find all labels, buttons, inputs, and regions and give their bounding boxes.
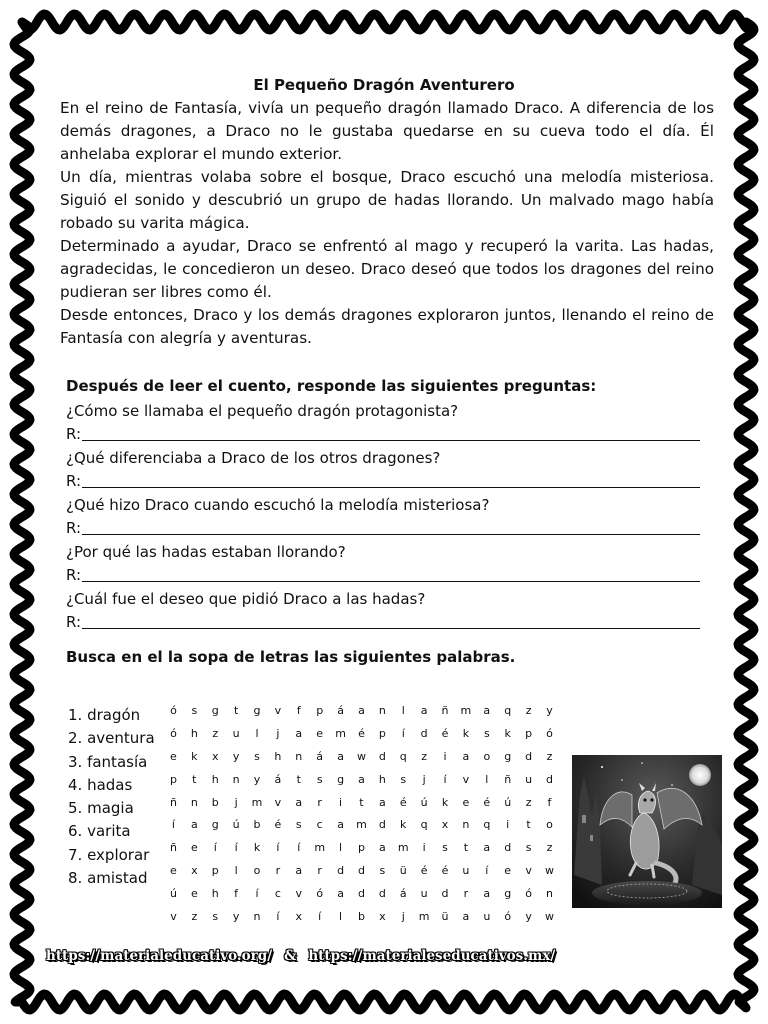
grid-cell[interactable]: l <box>485 772 489 786</box>
grid-cell[interactable]: w <box>544 909 554 923</box>
grid-cell[interactable]: f <box>547 795 552 809</box>
grid-cell[interactable]: ú <box>232 818 240 832</box>
grid-cell[interactable]: a <box>295 864 303 878</box>
grid-cell[interactable]: é <box>358 726 365 740</box>
grid-cell[interactable]: a <box>358 772 365 786</box>
grid-row <box>163 905 560 928</box>
answer-line[interactable] <box>82 440 700 441</box>
grid-cell[interactable]: p <box>211 864 219 878</box>
grid-cell[interactable]: k <box>191 749 198 763</box>
grid-cell[interactable]: p <box>169 772 177 786</box>
grid-cell[interactable]: f <box>234 887 239 901</box>
grid-cell[interactable]: s <box>442 841 448 855</box>
answer-line[interactable] <box>82 581 700 582</box>
grid-cell[interactable]: ñ <box>169 841 177 855</box>
grid-cell[interactable]: d <box>420 726 428 740</box>
grid-cell[interactable]: v <box>295 887 303 901</box>
grid-cell[interactable]: p <box>378 726 386 740</box>
question-item <box>66 400 700 447</box>
grid-cell[interactable]: d <box>357 887 365 901</box>
grid-cell[interactable]: e <box>504 864 512 878</box>
grid-cell[interactable]: ó <box>504 909 512 923</box>
grid-cell[interactable]: í <box>171 818 175 832</box>
grid-cell[interactable]: g <box>504 749 512 763</box>
grid-cell[interactable]: v <box>274 795 282 809</box>
answer-line[interactable] <box>82 487 700 488</box>
question-item <box>66 447 700 494</box>
grid-cell[interactable]: w <box>544 864 554 878</box>
grid-row <box>163 722 560 745</box>
grid-cell[interactable]: h <box>190 726 198 740</box>
grid-cell[interactable]: u <box>462 864 470 878</box>
grid-cell[interactable]: a <box>483 703 491 717</box>
grid-cell[interactable]: e <box>170 749 177 763</box>
grid-cell[interactable]: l <box>234 864 238 878</box>
question-text: ¿Qué hizo Draco cuando escuchó la melodía misteriosa? <box>66 496 490 514</box>
grid-row <box>163 882 560 905</box>
grid-cell[interactable]: g <box>337 772 345 786</box>
dragon-illustration <box>572 755 722 908</box>
word-item: 7. explorar <box>68 845 150 864</box>
grid-cell[interactable]: é <box>441 864 449 878</box>
grid-cell[interactable]: ñ <box>441 703 449 717</box>
grid-cell[interactable]: c <box>274 887 281 901</box>
word-item: 2. aventura <box>68 729 155 748</box>
grid-cell[interactable]: i <box>339 795 343 809</box>
grid-cell[interactable]: q <box>420 818 428 832</box>
story-text <box>60 97 714 350</box>
grid-row <box>163 859 560 882</box>
grid-cell[interactable]: a <box>190 818 198 832</box>
grid-cell[interactable]: ü <box>441 909 449 923</box>
answer-prefix: R: <box>66 613 82 631</box>
grid-cell[interactable]: z <box>212 726 219 740</box>
grid-cell[interactable]: y <box>232 749 240 763</box>
grid-cell[interactable]: m <box>251 795 263 809</box>
grid-cell[interactable]: g <box>211 703 219 717</box>
grid-cell[interactable]: h <box>211 772 219 786</box>
grid-cell[interactable]: n <box>190 795 198 809</box>
grid-cell[interactable]: í <box>485 864 489 878</box>
grid-cell[interactable]: é <box>399 795 407 809</box>
grid-cell[interactable]: r <box>463 887 469 901</box>
grid-cell[interactable]: ñ <box>504 772 512 786</box>
grid-cell[interactable]: e <box>190 887 198 901</box>
grid-cell[interactable]: n <box>232 772 240 786</box>
grid-cell[interactable]: t <box>296 772 301 786</box>
grid-cell[interactable]: t <box>526 818 531 832</box>
grid-cell[interactable]: ó <box>316 887 324 901</box>
grid-cell[interactable]: y <box>253 772 261 786</box>
grid-cell[interactable]: ñ <box>169 795 177 809</box>
grid-cell[interactable]: o <box>483 749 491 763</box>
grid-cell[interactable]: m <box>335 726 346 740</box>
grid-cell[interactable]: á <box>274 772 282 786</box>
grid-cell[interactable]: z <box>421 749 428 763</box>
grid-row <box>163 745 560 768</box>
grid-cell[interactable]: m <box>356 818 367 832</box>
grid-cell[interactable]: n <box>462 818 470 832</box>
grid-cell[interactable]: a <box>378 841 386 855</box>
grid-cell[interactable]: é <box>483 795 491 809</box>
grid-cell[interactable]: k <box>504 726 511 740</box>
grid-cell[interactable]: ú <box>504 795 512 809</box>
grid-cell[interactable]: d <box>357 864 365 878</box>
grid-cell[interactable]: p <box>357 841 365 855</box>
grid-cell[interactable]: v <box>170 909 177 923</box>
grid-cell[interactable]: l <box>255 726 259 740</box>
grid-cell[interactable]: x <box>191 864 198 878</box>
grid-cell[interactable]: s <box>316 772 323 786</box>
grid-cell[interactable]: y <box>232 909 240 923</box>
grid-cell[interactable]: x <box>441 818 449 832</box>
footer-link-2[interactable]: https://materialeseducativos.mx/ <box>308 948 556 964</box>
grid-cell[interactable]: d <box>337 864 345 878</box>
grid-cell[interactable]: y <box>546 703 553 717</box>
grid-cell[interactable]: ú <box>169 887 177 901</box>
grid-cell[interactable]: i <box>422 841 426 855</box>
grid-cell[interactable]: b <box>253 818 261 832</box>
question-text: ¿Qué diferenciaba a Draco de los otros dragones? <box>66 449 441 467</box>
grid-cell[interactable]: r <box>275 864 281 878</box>
grid-cell[interactable]: v <box>274 703 282 717</box>
grid-cell[interactable]: d <box>378 818 386 832</box>
grid-cell[interactable]: s <box>525 841 532 855</box>
grid-cell[interactable]: a <box>358 703 365 717</box>
grid-cell[interactable]: x <box>379 909 386 923</box>
story-paragraph: En el reino de Fantasía, vivía un pequeño dragón llamado Draco. A diferencia de los demás dragones, a Draco no le gustaba quedarse en su cueva todo el día. Él anhelaba explorar el mundo exterior. <box>60 99 714 163</box>
grid-cell[interactable]: j <box>422 772 426 786</box>
grid-cell[interactable]: o <box>253 864 261 878</box>
grid-cell[interactable]: a <box>295 726 303 740</box>
grid-cell[interactable]: c <box>316 818 323 832</box>
grid-cell[interactable]: b <box>211 795 219 809</box>
grid-cell[interactable]: e <box>316 726 324 740</box>
grid-cell[interactable]: n <box>253 909 261 923</box>
answer-prefix: R: <box>66 566 82 584</box>
grid-row <box>163 768 560 791</box>
grid-cell[interactable]: k <box>400 818 407 832</box>
grid-cell[interactable]: ó <box>170 726 177 740</box>
grid-cell[interactable]: d <box>378 887 386 901</box>
grid-cell[interactable]: t <box>192 772 197 786</box>
grid-cell[interactable]: g <box>211 818 219 832</box>
grid-cell[interactable]: i <box>443 749 447 763</box>
grid-cell[interactable]: q <box>399 749 407 763</box>
grid-cell[interactable]: t <box>463 841 469 855</box>
grid-cell[interactable]: a <box>483 841 491 855</box>
grid-cell[interactable]: n <box>295 749 303 763</box>
question-item <box>66 494 700 541</box>
grid-cell[interactable]: í <box>401 726 405 740</box>
grid-cell[interactable]: l <box>401 703 405 717</box>
grid-cell[interactable]: a <box>420 703 428 717</box>
grid-row <box>163 813 560 836</box>
answer-prefix: R: <box>66 425 82 443</box>
grid-cell[interactable]: t <box>233 703 239 717</box>
grid-cell[interactable]: í <box>213 841 217 855</box>
grid-cell[interactable]: p <box>525 726 533 740</box>
grid-cell[interactable]: í <box>276 909 280 923</box>
grid-cell[interactable]: e <box>462 795 470 809</box>
grid-cell[interactable]: q <box>504 703 512 717</box>
grid-cell[interactable]: f <box>296 703 301 717</box>
grid-cell[interactable]: ó <box>525 887 532 901</box>
word-item: 6. varita <box>68 822 131 841</box>
grid-cell[interactable]: y <box>525 909 532 923</box>
question-text: ¿Cuál fue el deseo que pidió Draco a las hadas? <box>66 590 426 608</box>
grid-cell[interactable]: h <box>274 749 282 763</box>
grid-cell[interactable]: w <box>356 749 366 763</box>
grid-cell[interactable]: j <box>276 726 280 740</box>
letter-grid <box>163 699 560 928</box>
grid-cell[interactable]: r <box>317 864 322 878</box>
story-paragraph: Un día, mientras volaba sobre el bosque, Draco escuchó una melodía misteriosa. Siguió el sonido y descubrió un grupo de hadas llorando. Un malvado mago había robado su varita mágica. <box>60 168 714 232</box>
grid-cell[interactable]: a <box>295 795 303 809</box>
grid-cell[interactable]: v <box>462 772 470 786</box>
grid-cell[interactable]: o <box>546 818 553 832</box>
grid-cell[interactable]: e <box>170 864 177 878</box>
grid-cell[interactable]: s <box>379 864 386 878</box>
grid-cell[interactable]: x <box>295 909 303 923</box>
grid-cell[interactable]: d <box>378 749 386 763</box>
grid-cell[interactable]: ó <box>546 726 553 740</box>
grid-cell[interactable]: t <box>359 795 364 809</box>
answer-line[interactable] <box>82 628 700 629</box>
grid-cell[interactable]: í <box>255 887 259 901</box>
grid-cell[interactable]: e <box>190 841 198 855</box>
grid-row <box>163 791 560 814</box>
grid-cell[interactable]: v <box>525 864 532 878</box>
grid-cell[interactable]: ü <box>399 864 407 878</box>
word-item: 3. fantasía <box>68 752 148 771</box>
answer-line[interactable] <box>82 534 700 535</box>
grid-cell[interactable]: p <box>316 703 324 717</box>
grid-cell[interactable]: z <box>191 909 198 923</box>
grid-cell[interactable]: u <box>525 772 533 786</box>
grid-cell[interactable]: á <box>316 749 324 763</box>
grid-cell[interactable]: u <box>420 887 428 901</box>
grid-cell[interactable]: é <box>441 726 449 740</box>
grid-cell[interactable]: h <box>378 772 386 786</box>
grid-cell[interactable]: h <box>211 887 219 901</box>
footer-link-1[interactable]: https://materialeducativo.org/ <box>46 948 273 964</box>
grid-cell[interactable]: d <box>441 887 449 901</box>
grid-cell[interactable]: a <box>462 749 470 763</box>
grid-cell[interactable]: j <box>401 909 405 923</box>
grid-cell[interactable]: é <box>274 818 282 832</box>
question-item <box>66 588 700 635</box>
grid-cell[interactable]: í <box>234 841 238 855</box>
grid-cell[interactable]: é <box>420 864 428 878</box>
grid-cell[interactable]: a <box>337 887 344 901</box>
grid-cell[interactable]: m <box>460 703 472 717</box>
grid-cell[interactable]: a <box>483 887 491 901</box>
grid-cell[interactable]: i <box>506 818 510 832</box>
grid-cell[interactable]: x <box>211 749 219 763</box>
grid-cell[interactable]: k <box>462 726 470 740</box>
grid-cell[interactable]: z <box>546 749 553 763</box>
grid-cell[interactable]: m <box>397 841 409 855</box>
grid-cell[interactable]: q <box>483 818 491 832</box>
story-paragraph: Desde entonces, Draco y los demás dragones exploraron juntos, llenando el reino de Fantasía con alegría y aventuras. <box>60 306 714 347</box>
questions-section <box>66 400 700 635</box>
grid-cell[interactable]: z <box>546 841 553 855</box>
grid-cell[interactable]: a <box>378 795 386 809</box>
grid-cell[interactable]: s <box>212 909 219 923</box>
word-item: 4. hadas <box>68 775 133 794</box>
grid-cell[interactable]: l <box>339 841 343 855</box>
grid-cell[interactable]: g <box>253 703 261 717</box>
wordsearch-heading: Busca en el la sopa de letras las siguientes palabras. <box>66 648 516 666</box>
grid-cell[interactable]: r <box>317 795 322 809</box>
grid-cell[interactable]: u <box>232 726 240 740</box>
grid-cell[interactable]: a <box>462 909 470 923</box>
grid-cell[interactable]: í <box>318 909 322 923</box>
grid-cell[interactable]: á <box>399 887 407 901</box>
question-text: ¿Cómo se llamaba el pequeño dragón protagonista? <box>66 402 459 420</box>
grid-cell[interactable]: u <box>483 909 491 923</box>
grid-cell[interactable]: j <box>234 795 238 809</box>
answer-prefix: R: <box>66 519 82 537</box>
grid-cell[interactable]: k <box>441 795 449 809</box>
grid-cell[interactable]: m <box>314 841 326 855</box>
grid-cell[interactable]: d <box>504 841 512 855</box>
grid-cell[interactable]: í <box>297 841 301 855</box>
grid-cell[interactable]: s <box>400 772 407 786</box>
grid-cell[interactable]: s <box>295 818 302 832</box>
grid-cell[interactable]: m <box>418 909 430 923</box>
grid-row <box>163 699 560 722</box>
word-list <box>68 704 155 890</box>
grid-cell[interactable]: d <box>525 749 533 763</box>
grid-cell[interactable]: s <box>191 703 198 717</box>
story-title: El Pequeño Dragón Aventurero <box>253 76 515 94</box>
answer-prefix: R: <box>66 472 82 490</box>
questions-heading: Después de leer el cuento, responde las siguientes preguntas: <box>66 377 597 395</box>
grid-cell[interactable]: n <box>545 887 553 901</box>
grid-cell[interactable]: s <box>254 749 260 763</box>
grid-cell[interactable]: a <box>337 749 344 763</box>
grid-cell[interactable]: a <box>337 818 344 832</box>
grid-cell[interactable]: í <box>443 772 447 786</box>
grid-cell[interactable]: z <box>525 703 532 717</box>
grid-cell[interactable]: l <box>339 909 343 923</box>
grid-cell[interactable]: í <box>276 841 280 855</box>
grid-cell[interactable]: b <box>357 909 365 923</box>
grid-cell[interactable]: ú <box>420 795 428 809</box>
grid-cell[interactable]: ó <box>170 703 177 717</box>
footer-separator: & <box>284 948 297 964</box>
grid-cell[interactable]: g <box>504 887 512 901</box>
grid-row <box>163 836 560 859</box>
grid-cell[interactable]: z <box>525 795 532 809</box>
question-text: ¿Por qué las hadas estaban llorando? <box>66 543 346 561</box>
story-paragraph: Determinado a ayudar, Draco se enfrentó al mago y recuperó la varita. Las hadas, agradecidas, le concedieron un deseo. Draco deseó que todos los dragones del reino pudieran ser libres como él. <box>60 237 714 301</box>
grid-cell[interactable]: k <box>253 841 261 855</box>
word-item: 8. amistad <box>68 869 148 888</box>
word-item: 1. dragón <box>68 706 141 724</box>
grid-cell[interactable]: s <box>483 726 490 740</box>
footer-links <box>46 948 555 964</box>
question-item <box>66 541 700 588</box>
grid-cell[interactable]: d <box>545 772 553 786</box>
grid-cell[interactable]: á <box>337 703 344 717</box>
grid-cell[interactable]: n <box>378 703 386 717</box>
word-item: 5. magia <box>68 799 134 818</box>
